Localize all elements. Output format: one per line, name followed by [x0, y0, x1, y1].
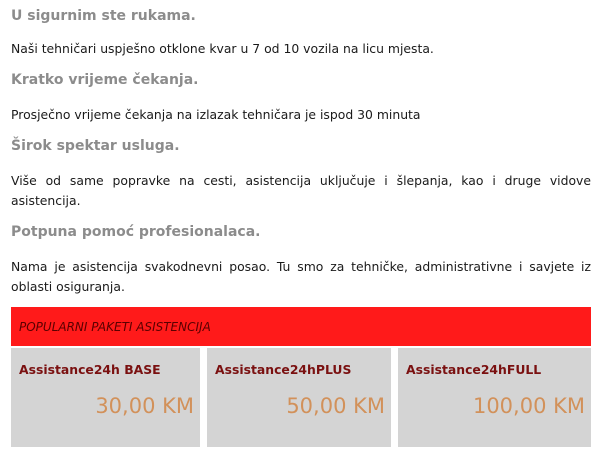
section-text: Prosječno vrijeme čekanja na izlazak tehničara je ispod 30 minuta: [11, 107, 421, 122]
package-card-plus[interactable]: [207, 348, 391, 447]
package-name[interactable]: Assistance24h BASE: [19, 362, 161, 377]
packages-panel: [11, 307, 591, 447]
section-text: Nama je asistencija svakodnevni posao. Tu smo za tehničke, administrativne i savjete iz oblasti osiguranja.: [11, 259, 591, 294]
section-heading: U sigurnim ste rukama.: [11, 8, 196, 24]
section-text: Više od same popravke na cesti, asistencija uključuje i šlepanja, kao i druge vidove asistencija.: [11, 173, 591, 208]
section-text: Naši tehničari uspješno otklone kvar u 7 od 10 vozila na licu mjesta.: [11, 41, 434, 56]
section-heading: Širok spektar usluga.: [11, 138, 180, 154]
section-heading: Kratko vrijeme čekanja.: [11, 72, 199, 88]
package-price: 30,00 KM: [95, 394, 194, 418]
packages-title: POPULARNI PAKETI ASISTENCIJA: [19, 320, 211, 334]
package-price: 100,00 KM: [472, 394, 585, 418]
package-card-base[interactable]: [11, 348, 200, 447]
package-price: 50,00 KM: [286, 394, 385, 418]
package-card-full[interactable]: [398, 348, 591, 447]
package-name[interactable]: Assistance24hFULL: [406, 362, 542, 377]
package-name[interactable]: Assistance24hPLUS: [215, 362, 352, 377]
packages-header: [11, 307, 591, 346]
section-heading: Potpuna pomoć profesionalaca.: [11, 224, 261, 240]
